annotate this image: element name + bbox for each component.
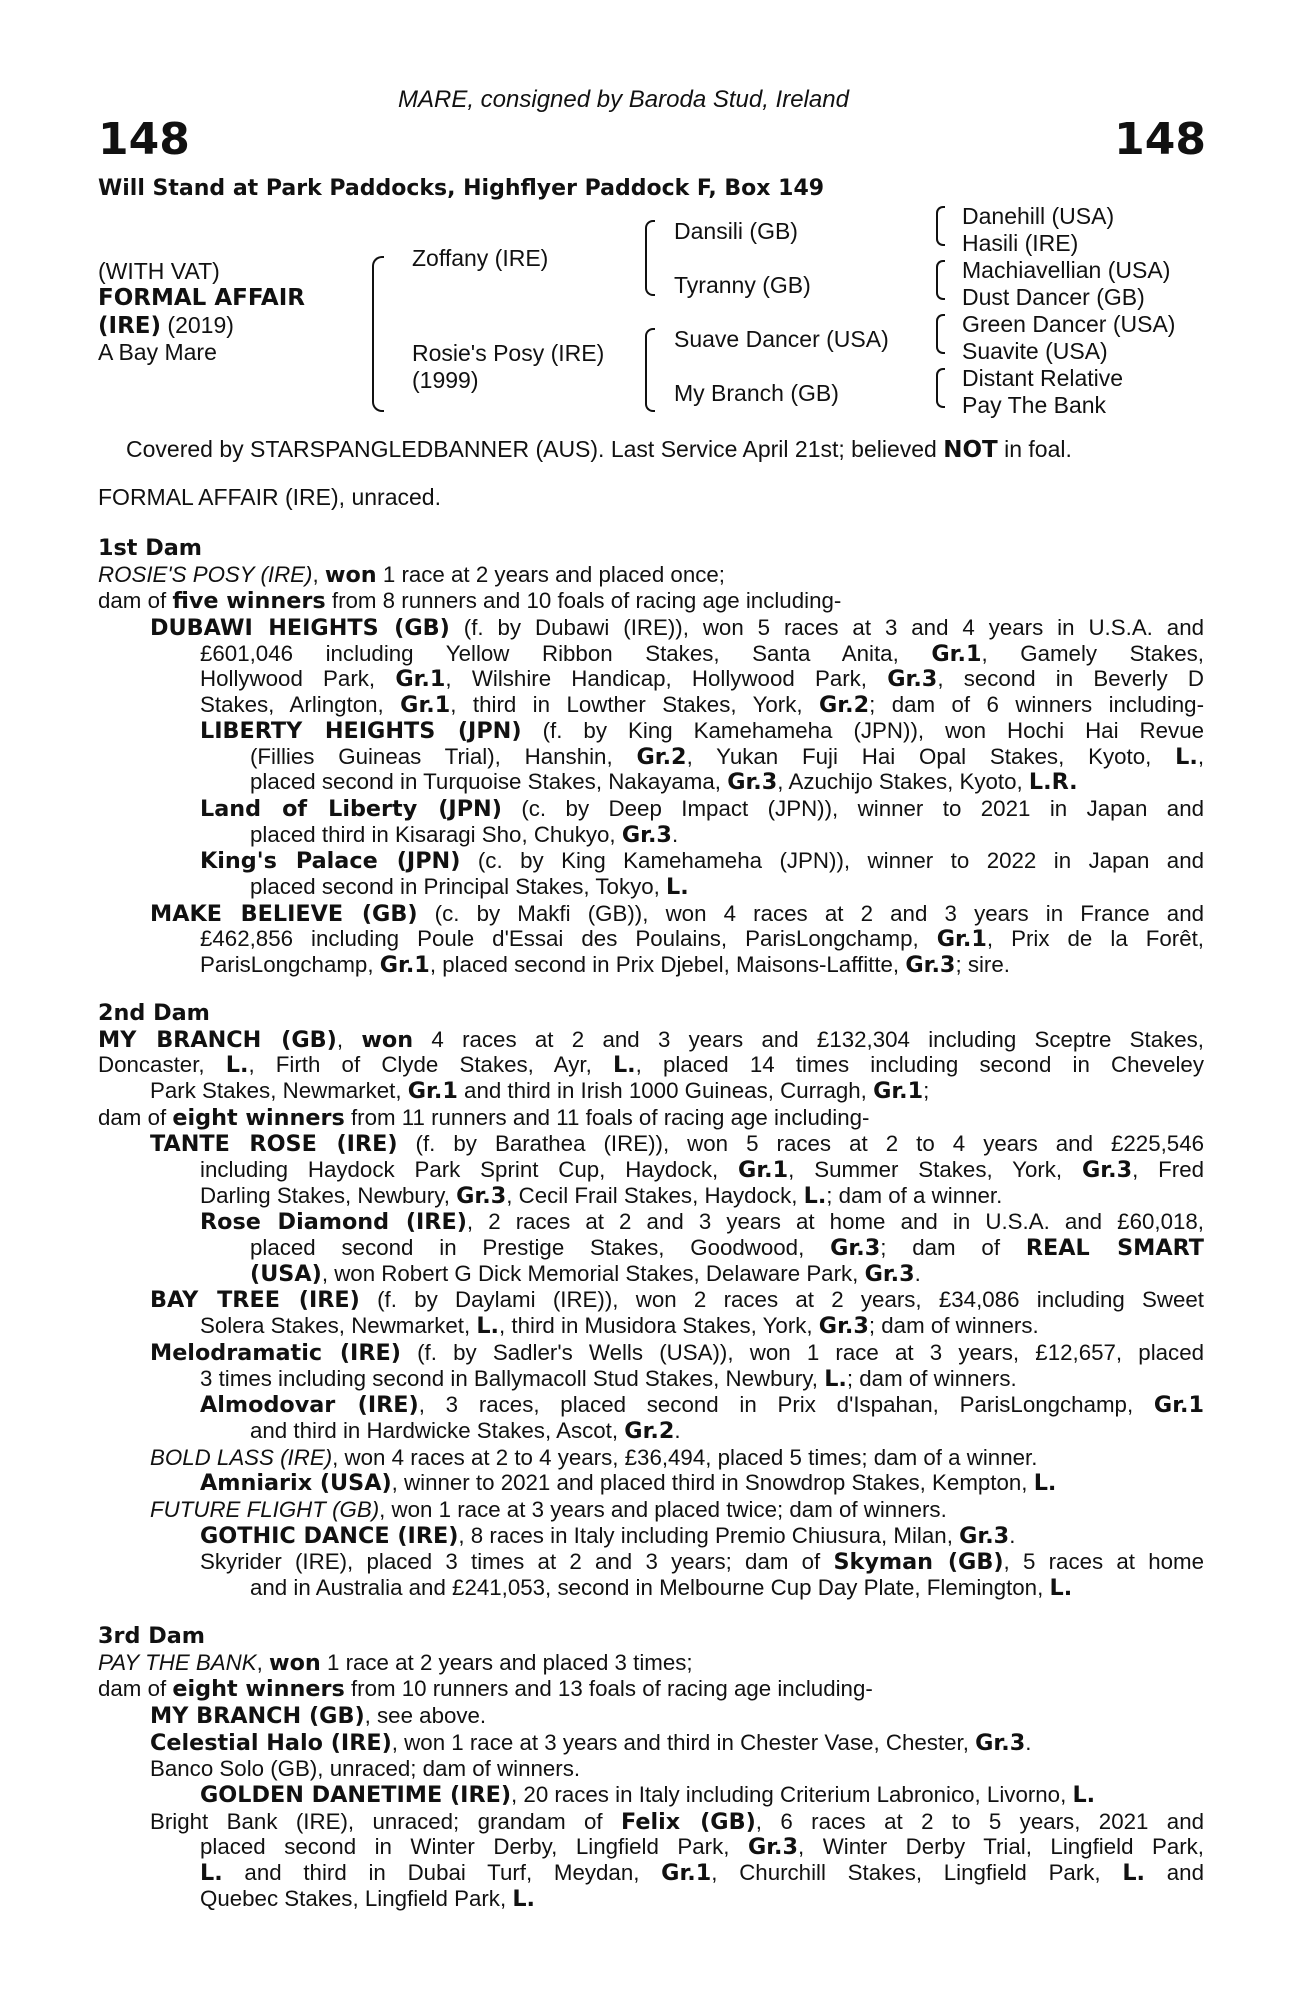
entry-line: Darling Stakes, Newbury, Gr.3, Cecil Frail Stakes, Haydock, L.; dam of a winner. <box>200 1182 1003 1209</box>
dam-dam: My Branch (GB) <box>674 380 839 406</box>
ped-dss: Green Dancer (USA) <box>962 311 1176 337</box>
dam2-line: Doncaster, L., Firth of Clyde Stakes, Ayr, L., placed 14 times including second in Cheveley <box>98 1052 1204 1078</box>
entry-dubawi-heights: DUBAWI HEIGHTS (GB) (f. by Dubawi (IRE)), won 5 races at 3 and 4 years in U.S.A. and <box>150 615 1204 641</box>
sire: Zoffany (IRE) <box>412 245 549 271</box>
dam1-line: ROSIE'S POSY (IRE), won 1 race at 2 years and placed once; <box>98 561 725 588</box>
entry-line: L. and third in Dubai Turf, Meydan, Gr.1, Churchill Stakes, Lingfield Park, L. and <box>200 1860 1204 1886</box>
pedigree-brace-gen1 <box>372 256 384 412</box>
dam2-line: Park Stakes, Newmarket, Gr.1 and third in Irish 1000 Guineas, Curragh, Gr.1; <box>150 1077 930 1104</box>
pedigree-brace-dd <box>936 368 945 408</box>
entry-celestial-halo: Celestial Halo (IRE), won 1 race at 3 years and third in Chester Vase, Chester, Gr.3. <box>150 1729 1032 1756</box>
entry-gothic-dance: GOTHIC DANCE (IRE), 8 races in Italy including Premio Chiusura, Milan, Gr.3. <box>200 1522 1016 1549</box>
vat-note: (WITH VAT) <box>98 258 220 284</box>
horse-description: A Bay Mare <box>98 339 217 365</box>
unraced-note: FORMAL AFFAIR (IRE), unraced. <box>98 484 441 510</box>
entry-line: placed third in Kisaragi Sho, Chukyo, Gr.3. <box>250 821 679 848</box>
entry-line: £462,856 including Poule d'Essai des Poulains, ParisLongchamp, Gr.1, Prix de la Forêt, <box>200 926 1204 953</box>
entry-line: Stakes, Arlington, Gr.1, third in Lowther Stakes, York, Gr.2; dam of 6 winners including- <box>200 692 1204 718</box>
entry-line: and in Australia and £241,053, second in Melbourne Cup Day Plate, Flemington, L. <box>250 1575 1073 1602</box>
entry-melodramatic: Melodramatic (IRE) (f. by Sadler's Wells (USA)), won 1 race at 3 years, £12,657, placed <box>150 1339 1204 1366</box>
entry-line: ParisLongchamp, Gr.1, placed second in Prix Djebel, Maisons-Laffitte, Gr.3; sire. <box>200 952 1010 979</box>
entry-line: placed second in Principal Stakes, Tokyo, L. <box>250 874 689 901</box>
entry-tante-rose: TANTE ROSE (IRE) (f. by Barathea (IRE)), won 5 races at 2 to 4 years and £225,546 <box>150 1131 1204 1157</box>
entry-almodovar: Almodovar (IRE), 3 races, placed second in Prix d'Ispahan, ParisLongchamp, Gr.1 <box>200 1392 1204 1418</box>
pedigree-brace-dam <box>645 328 655 412</box>
dam-sire: Suave Dancer (USA) <box>674 326 889 352</box>
entry-bright-bank: Bright Bank (IRE), unraced; grandam of Felix (GB), 6 races at 2 to 5 years, 2021 and <box>150 1808 1204 1835</box>
entry-line: and third in Hardwicke Stakes, Ascot, Gr.2. <box>250 1417 681 1444</box>
entry-amniarix: Amniarix (USA), winner to 2021 and placed third in Snowdrop Stakes, Kempton, L. <box>200 1470 1057 1497</box>
entry-line: placed second in Winter Derby, Lingfield Park, Gr.3, Winter Derby Trial, Lingfield Park, <box>200 1834 1204 1861</box>
pedigree-brace-sire <box>645 220 655 296</box>
pedigree-brace-ss <box>936 206 945 246</box>
entry-bold-lass: BOLD LASS (IRE), won 4 races at 2 to 4 years, £36,494, placed 5 times; dam of a winner. <box>150 1444 1038 1470</box>
ped-ddd: Pay The Bank <box>962 392 1107 418</box>
entry-banco-solo: Banco Solo (GB), unraced; dam of winners. <box>150 1756 581 1782</box>
dam3-line: PAY THE BANK, won 1 race at 2 years and placed 3 times; <box>98 1649 693 1676</box>
entry-bay-tree: BAY TREE (IRE) (f. by Daylami (IRE)), won 2 races at 2 years, £34,086 including Sweet <box>150 1287 1204 1314</box>
stabling-location: Will Stand at Park Paddocks, Highflyer Paddock F, Box 149 <box>98 176 825 201</box>
dam3-produce: dam of eight winners from 10 runners and 13 foals of racing age including- <box>98 1676 873 1703</box>
entry-line: Quebec Stakes, Lingfield Park, L. <box>200 1885 536 1912</box>
entry-kings-palace: King's Palace (JPN) (c. by King Kamehameha (JPN)), winner to 2022 in Japan and <box>200 848 1204 875</box>
dam-year: (1999) <box>412 367 479 393</box>
entry-land-of-liberty: Land of Liberty (JPN) (c. by Deep Impact (JPN)), winner to 2021 in Japan and <box>200 795 1204 822</box>
ped-ssd: Hasili (IRE) <box>962 230 1079 256</box>
pedigree-brace-ds <box>936 314 945 354</box>
entry-line: £601,046 including Yellow Ribbon Stakes, Santa Anita, Gr.1, Gamely Stakes, <box>200 640 1204 667</box>
covered-note: Covered by STARSPANGLEDBANNER (AUS). Last Service April 21st; believed NOT in foal. <box>126 436 1072 463</box>
lot-number-left: 148 <box>98 114 190 165</box>
entry-make-believe: MAKE BELIEVE (GB) (c. by Makfi (GB)), won 4 races at 2 and 3 years in France and <box>150 900 1204 927</box>
dam2-heading: 2nd Dam <box>98 999 210 1026</box>
horse-name-suffix: (IRE) (2019) <box>98 312 234 339</box>
dam2-line: MY BRANCH (GB), won 4 races at 2 and 3 years and £132,304 including Sceptre Stakes, <box>98 1026 1204 1053</box>
pedigree-brace-sd <box>936 260 945 300</box>
entry-line: placed second in Prestige Stakes, Goodwood, Gr.3; dam of REAL SMART <box>250 1235 1204 1261</box>
ped-sdd: Dust Dancer (GB) <box>962 284 1145 310</box>
entry-future-flight: FUTURE FLIGHT (GB), won 1 race at 3 years and placed twice; dam of winners. <box>150 1497 947 1523</box>
entry-line: placed second in Turquoise Stakes, Nakayama, Gr.3, Azuchijo Stakes, Kyoto, L.R. <box>250 769 1078 796</box>
consignor-line: MARE, consigned by Baroda Stud, Ireland <box>398 86 849 113</box>
ped-dds: Distant Relative <box>962 365 1124 391</box>
dam: Rosie's Posy (IRE) <box>412 340 605 366</box>
entry-my-branch: MY BRANCH (GB), see above. <box>150 1702 487 1729</box>
lot-number-right: 148 <box>1114 114 1206 165</box>
sire-sire: Dansili (GB) <box>674 218 798 244</box>
ped-dsd: Suavite (USA) <box>962 338 1108 364</box>
entry-liberty-heights: LIBERTY HEIGHTS (JPN) (f. by King Kamehameha (JPN)), won Hochi Hai Revue <box>200 717 1204 744</box>
produce-record <box>98 536 1204 1913</box>
entry-line: Solera Stakes, Newmarket, L., third in Musidora Stakes, York, Gr.3; dam of winners. <box>200 1313 1039 1340</box>
entry-rose-diamond: Rose Diamond (IRE), 2 races at 2 and 3 years at home and in U.S.A. and £60,018, <box>200 1209 1204 1236</box>
horse-name: FORMAL AFFAIR <box>98 285 305 311</box>
ped-sds: Machiavellian (USA) <box>962 257 1171 283</box>
entry-line: (USA), won Robert G Dick Memorial Stakes, Delaware Park, Gr.3. <box>250 1260 921 1287</box>
dam2-produce: dam of eight winners from 11 runners and 11 foals of racing age including- <box>98 1104 870 1131</box>
entry-line: 3 times including second in Ballymacoll Stud Stakes, Newbury, L.; dam of winners. <box>200 1365 1017 1392</box>
entry-golden-danetime: GOLDEN DANETIME (IRE), 20 races in Italy including Criterium Labronico, Livorno, L. <box>200 1782 1096 1809</box>
dam1-heading: 1st Dam <box>98 535 202 561</box>
sire-dam: Tyranny (GB) <box>674 272 811 298</box>
dam3-heading: 3rd Dam <box>98 1622 206 1649</box>
entry-line: (Fillies Guineas Trial), Hanshin, Gr.2, Yukan Fuji Hai Opal Stakes, Kyoto, L., <box>250 743 1204 770</box>
dam1-produce: dam of five winners from 8 runners and 10 foals of racing age including- <box>98 588 842 615</box>
entry-line: Hollywood Park, Gr.1, Wilshire Handicap, Hollywood Park, Gr.3, second in Beverly D <box>200 666 1204 693</box>
entry-skyrider: Skyrider (IRE), placed 3 times at 2 and 3 years; dam of Skyman (GB), 5 races at home <box>200 1549 1204 1576</box>
ped-sss: Danehill (USA) <box>962 203 1115 229</box>
entry-line: including Haydock Park Sprint Cup, Haydock, Gr.1, Summer Stakes, York, Gr.3, Fred <box>200 1156 1204 1183</box>
